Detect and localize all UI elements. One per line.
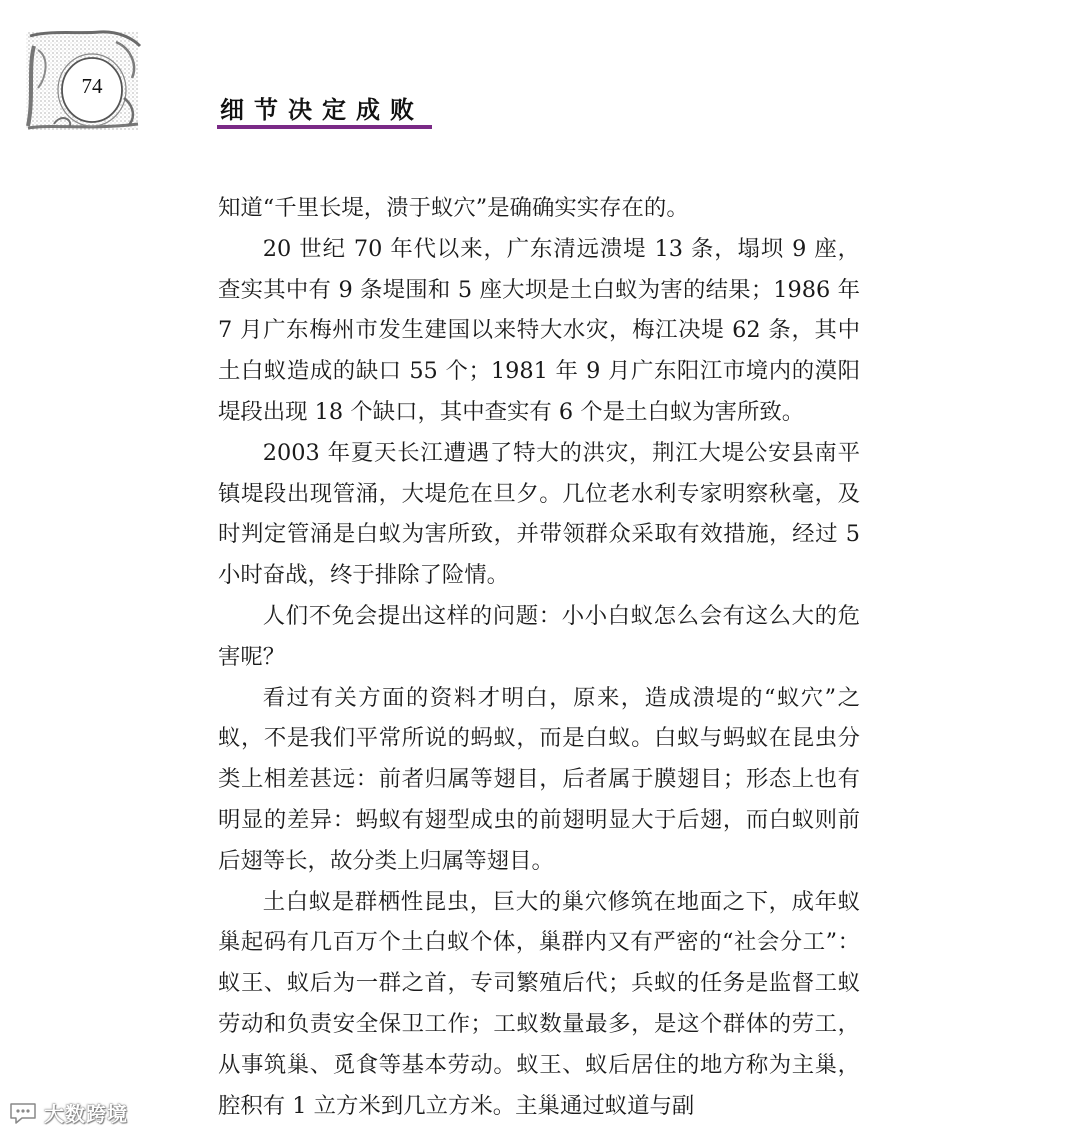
running-title: 细节决定成败: [220, 95, 424, 124]
watermark: [8, 1098, 128, 1127]
paragraph: 看过有关方面的资料才明白，原来，造成溃堤的“蚁穴”之蚁，不是我们平常所说的蚂蚁，而是白蚁。白蚁与蚂蚁在昆虫分类上相差甚远：前者归属等翅目，后者属于膜翅目；形态上也有明显的差异：蚂蚁有翅型成虫的前翅明显大于后翅，而白蚁则前后翅等长，故分类上归属等翅目。: [218, 684, 860, 874]
body-text: [218, 188, 860, 1126]
chat-bubble-icon: [8, 1100, 38, 1126]
paragraph: 土白蚁是群栖性昆虫，巨大的巢穴修筑在地面之下，成年蚁巢起码有几百万个土白蚁个体，巢群内又有严密的“社会分工”：蚁王、蚁后为一群之首，专司繁殖后代；兵蚁的任务是监督工蚁劳动和负责安全保卫工作；工蚁数量最多，是这个群体的劳工，从事筑巢、觅食等基本劳动。蚁王、蚁后居住的地方称为主巢，腔积有 1 立方米到几立方米。主巢通过蚁道与副: [218, 888, 860, 1119]
page-number: 74: [81, 74, 103, 98]
paragraph: 20 世纪 70 年代以来，广东清远溃堤 13 条，塌坝 9 座，查实其中有 9 条堤围和 5 座大坝是土白蚁为害的结果；1986 年 7 月广东梅州市发生建国以来特大水灾，梅江决堤 62 条，其中土白蚁造成的缺口 55 个；1981 年 9 月广东阳江市境内的漠阳堤段出现 18 个缺口，其中查实有 6 个是土白蚁为害所致。: [218, 235, 860, 425]
paragraph: 人们不免会提出这样的问题：小小白蚁怎么会有这么大的危害呢？: [218, 602, 860, 670]
paragraph: 知道“千里长堤，溃于蚁穴”是确确实实存在的。: [218, 195, 689, 221]
watermark-text: 大数跨境: [44, 1102, 128, 1126]
paragraph: 2003 年夏天长江遭遇了特大的洪灾，荆江大堤公安县南平镇堤段出现管涌，大堤危在旦夕。几位老水利专家明察秋毫，及时判定管涌是白蚁为害所致，并带领群众采取有效措施，经过 5 小时奋战，终于排除了险情。: [218, 439, 860, 589]
title-rule: [217, 125, 432, 129]
